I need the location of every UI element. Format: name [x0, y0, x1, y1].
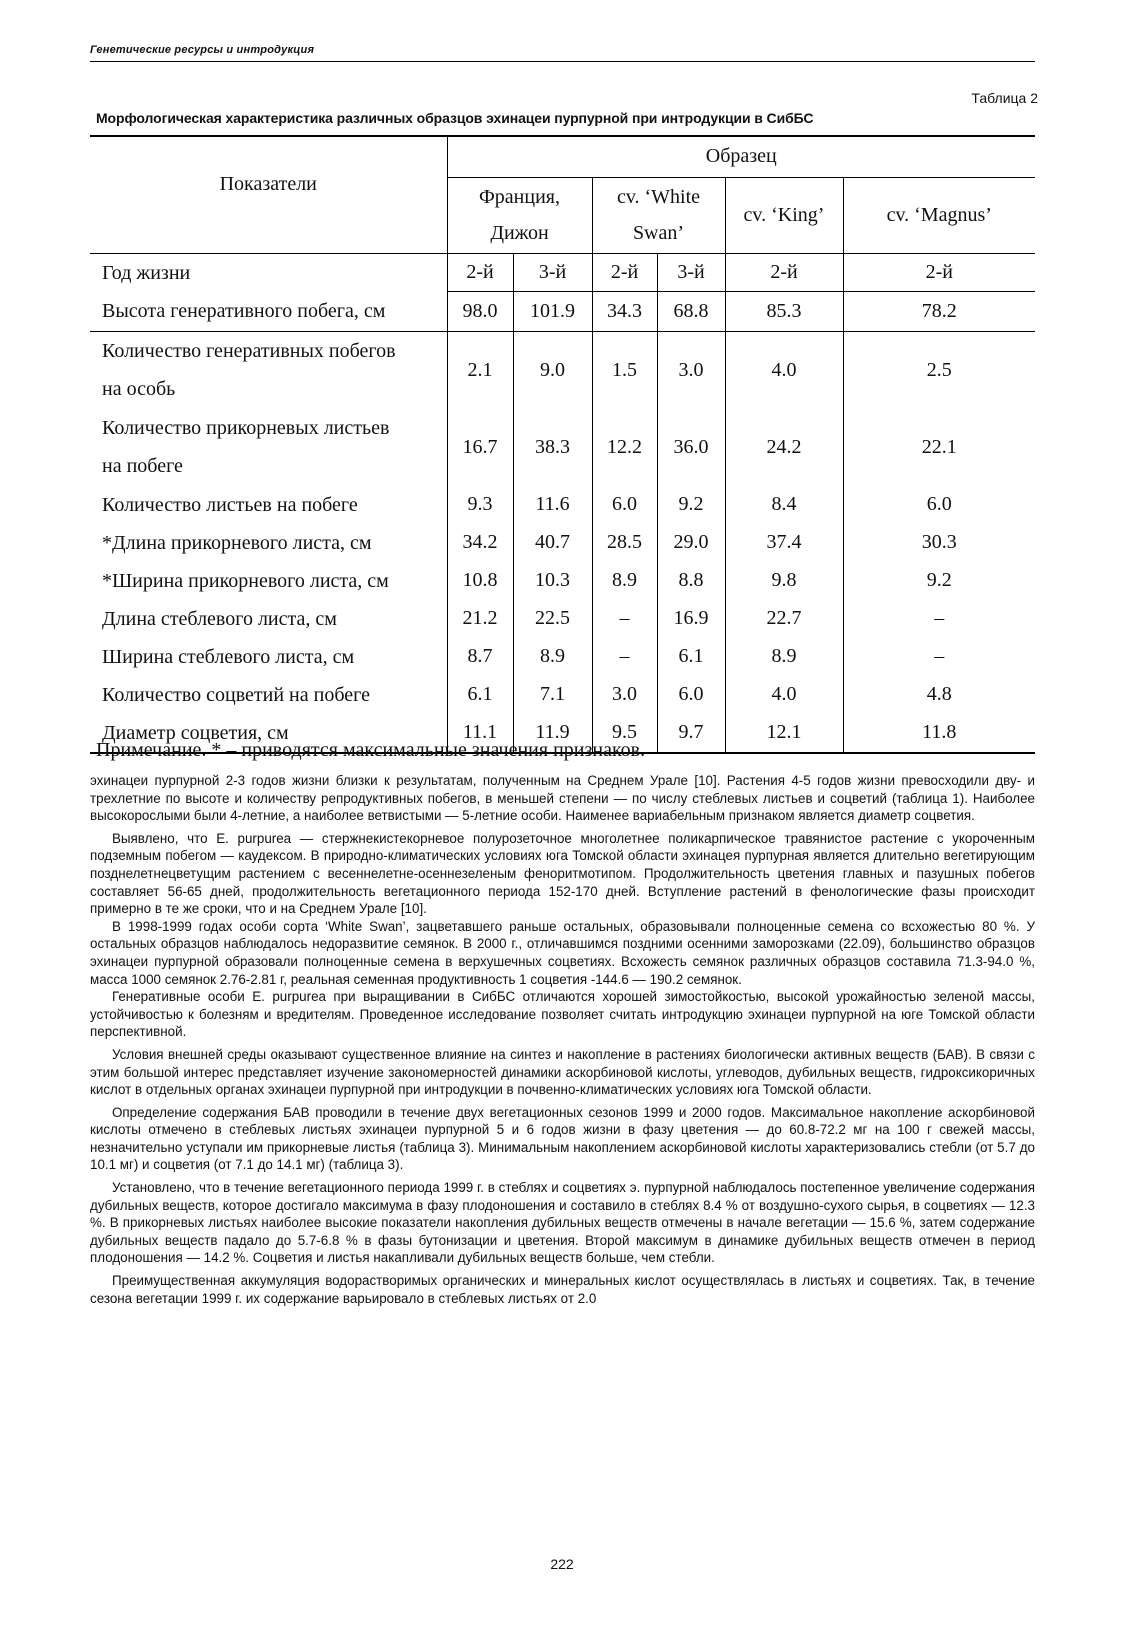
- cell: 12.2: [592, 409, 657, 486]
- header-col-magnus: cv. ‘Magnus’: [843, 177, 1035, 253]
- cell: 2-й: [843, 253, 1035, 292]
- cell: 11.1: [447, 714, 513, 753]
- row-label: Диаметр соцветия, см: [90, 714, 447, 753]
- cell: 7.1: [513, 676, 592, 714]
- cell: 34.3: [592, 292, 657, 332]
- cell: 68.8: [657, 292, 725, 332]
- cell: 10.8: [447, 562, 513, 600]
- cell: 22.7: [725, 600, 843, 638]
- cell: 24.2: [725, 409, 843, 486]
- table-number: Таблица 2: [971, 90, 1038, 106]
- cell: 2-й: [592, 253, 657, 292]
- header-ws-line1: cv. ‘White: [616, 186, 701, 208]
- row-label: Высота генеративного побега, см: [102, 300, 386, 323]
- cell: 30.3: [843, 524, 1035, 562]
- paragraph: Условия внешней среды оказывают существенное влияние на синтез и накопление в растениях биологически активных веществ (БАВ). В связи с этим большой интерес представляет изучение закономерностей динамики аскорбиновой кислоты, углеводов, дубильных веществ, гидроксикоричных кислот в отдельных органах эхинацеи пурпурной при интродукции в почвенно-климатических условиях юга Томской области.: [90, 1046, 1035, 1098]
- cell: 8.7: [447, 638, 513, 676]
- cell: –: [843, 638, 1035, 676]
- cell: 22.5: [513, 600, 592, 638]
- cell: 36.0: [657, 409, 725, 486]
- cell: 10.3: [513, 562, 592, 600]
- header-col-france: [447, 177, 592, 253]
- cell: 8.4: [725, 486, 843, 524]
- cell: 3.0: [592, 676, 657, 714]
- data-table-wrapper: [90, 135, 1035, 754]
- cell: 101.9: [513, 292, 592, 332]
- paragraph: Преимущественная аккумуляция водорастворимых органических и минеральных кислот осуществлялась в листьях и соцветиях. Так, в течение сезона вегетации 1999 г. их содержание варьировало в стеблевых листьях от 2.0: [90, 1273, 1035, 1306]
- cell: 16.7: [447, 409, 513, 486]
- cell: 8.9: [592, 562, 657, 600]
- cell: 6.0: [843, 486, 1035, 524]
- cell: 37.4: [725, 524, 843, 562]
- cell: 38.3: [513, 409, 592, 486]
- cell: 85.3: [725, 292, 843, 332]
- table-note: Примечание. * – приводятся максимальные значения признаков.: [96, 739, 646, 761]
- cell: 28.5: [592, 524, 657, 562]
- cell: 8.8: [657, 562, 725, 600]
- cell: 4.8: [843, 676, 1035, 714]
- header-ws-line2: Swan’: [632, 222, 685, 244]
- row-label: Длина стеблевого листа, см: [102, 607, 337, 630]
- row-label-line2: на особь: [102, 378, 176, 401]
- header-indicators: Показатели: [90, 136, 447, 253]
- cell: 6.0: [592, 486, 657, 524]
- cell: –: [592, 638, 657, 676]
- cell: 6.0: [657, 676, 725, 714]
- cell: 29.0: [657, 524, 725, 562]
- cell: 2-й: [447, 253, 513, 292]
- cell: 9.0: [513, 332, 592, 409]
- row-label: [90, 409, 447, 486]
- cell: 12.1: [725, 714, 843, 753]
- row-label: Ширина стеблевого листа, см: [102, 645, 355, 668]
- cell: 78.2: [843, 292, 1035, 332]
- cell: 3.0: [657, 332, 725, 409]
- row-label: Количество соцветий на побеге: [102, 683, 370, 706]
- cell: 6.1: [657, 638, 725, 676]
- paragraph: Генеративные особи E. purpurea при выращивании в СибБС отличаются хорошей зимостойкостью, высокой урожайностью зеленой массы, устойчивостью к болезням и вредителям. Проведенное исследование позволяет считать интродукцию эхинацеи пурпурной на юге Томской области перспективной.: [90, 989, 1035, 1040]
- cell: 4.0: [725, 332, 843, 409]
- cell: 16.9: [657, 600, 725, 638]
- row-label: [90, 332, 447, 409]
- header-france-line2: Дижон: [490, 222, 549, 244]
- cell: 9.7: [657, 714, 725, 753]
- row-label-line1: Количество прикорневых листьев: [102, 417, 390, 439]
- table-title: Морфологическая характеристика различных образцов эхинацеи пурпурной при интродукции в СибБС: [96, 110, 814, 126]
- cell: 9.3: [447, 486, 513, 524]
- header-sample: Образец: [447, 136, 1035, 177]
- header-divider: [90, 61, 1035, 62]
- row-label: *Длина прикорневого листа, см: [102, 531, 372, 554]
- cell: –: [592, 600, 657, 638]
- cell: 2.5: [843, 332, 1035, 409]
- cell: 34.2: [447, 524, 513, 562]
- cell: 22.1: [843, 409, 1035, 486]
- header-col-king: cv. ‘King’: [725, 177, 843, 253]
- paragraph: эхинацеи пурпурной 2-3 годов жизни близки к результатам, полученным на Среднем Урале [10]. Растения 4-5 годов жизни превосходили дву- и трехлетние по высоте и количеству репродуктивных побегов, в меньшей степени — по числу стеблевых листьев и соцветий (таблица 1). Наиболее высокорослыми были 4-летние, а наиболее ветвистыми — 5-летние особи. Наименее вариабельным признаком является диаметр соцветия.: [90, 773, 1035, 824]
- body-text: [90, 772, 1035, 1307]
- row-label: Количество листьев на побеге: [102, 493, 358, 516]
- cell: 8.9: [513, 638, 592, 676]
- cell: 9.2: [843, 562, 1035, 600]
- cell: 3-й: [657, 253, 725, 292]
- header-col-white-swan: [592, 177, 725, 253]
- cell: 9.2: [657, 486, 725, 524]
- cell: 9.5: [592, 714, 657, 753]
- paragraph: Установлено, что в течение вегетационного периода 1999 г. в стеблях и соцветиях э. пурпурной наблюдалось постепенное увеличение содержания дубильных веществ, которое достигало максимума в фазу плодоношения и составило в стеблях 8.4 % от воздушно-сухого сырья, в соцветиях — 12.3 %. В прикорневых листьях наиболее высокие показатели накопления дубильных веществ отмечены в начале вегетации — 15.6 %, затем содержание дубильных веществ падало до 5.7-6.8 % в фазы бутонизации и цветения. Второй максимум в динамике дубильных веществ отмечен в период плодоношения — 14.2 %. Соцветия и листья накапливали дубильных веществ больше, чем стебли.: [90, 1180, 1035, 1266]
- paragraph: Определение содержания БАВ проводили в течение двух вегетационных сезонов 1999 и 2000 годов. Максимальное накопление аскорбиновой кислоты отмечено в стеблевых листьях эхинацеи пурпурной 5 и 6 годов жизни в фазу цветения — до 60.8-72.2 мг на 100 г свежей массы, незначительно уступали им прикорневые листья (таблица 3). Минимальным накоплением аскорбиновой кислоты характеризовались стебли (от 5.7 до 10.1 мг) и соцветия (от 7.1 до 14.1 мг) (таблица 3).: [90, 1104, 1035, 1173]
- cell: 1.5: [592, 332, 657, 409]
- cell: 2.1: [447, 332, 513, 409]
- cell: 9.8: [725, 562, 843, 600]
- cell: 8.9: [725, 638, 843, 676]
- cell: –: [843, 600, 1035, 638]
- cell: 3-й: [513, 253, 592, 292]
- cell: 40.7: [513, 524, 592, 562]
- paragraph: Выявлено, что E. purpurea — стержнекистекорневое полурозеточное многолетнее поликарпическое травянистое растение с укороченным подземным побегом — каудексом. В природно-климатических условиях юга Томской области эхинацея пурпурная является длительно вегетирующим позднелетнецветущим растением с весеннелетне-осеннезеленым феноритмотипом. Продолжительность цветения главных и пазушных побегов составляет 56-65 дней, продолжительность вегетационного периода 152-170 дней. Вступление растений в фенологические фазы происходит примерно в те же сроки, что и на Среднем Урале [10].: [90, 830, 1035, 917]
- cell: 11.9: [513, 714, 592, 753]
- page-number: 222: [550, 1556, 574, 1572]
- cell: 11.6: [513, 486, 592, 524]
- row-label: *Ширина прикорневого листа, см: [102, 569, 389, 592]
- cell: 6.1: [447, 676, 513, 714]
- cell: 11.8: [843, 714, 1035, 753]
- row-label-line1: Количество генеративных побегов: [102, 340, 396, 363]
- cell: 4.0: [725, 676, 843, 714]
- paragraph: В 1998-1999 годах особи сорта ‘White Swan’, зацветавшего раньше остальных, образовывали полноценные семена со всхожестью 80 %. У остальных образцов наблюдалось недоразвитие семянок. В 2000 г., отличавшимся поздними осенними заморозками (22.09), большинство образцов эхинацеи пурпурной образовали полноценные семена в верхушечных соцветиях. Всхожесть семянок различных образцов составила 71.3-94.0 %, масса 1000 семянок 2.76-2.81 г, реальная семенная продуктивность 1 соцветия -144.6 — 190.2 семянок.: [90, 918, 1035, 987]
- data-table: [90, 135, 1035, 754]
- cell: 21.2: [447, 600, 513, 638]
- row-label-line2: на побеге: [102, 455, 183, 477]
- running-head: Генетические ресурсы и интродукция: [90, 44, 315, 56]
- row-label: Год жизни: [90, 253, 447, 292]
- cell: 2-й: [725, 253, 843, 292]
- header-france-line1: Франция,: [479, 186, 560, 208]
- cell: 98.0: [447, 292, 513, 332]
